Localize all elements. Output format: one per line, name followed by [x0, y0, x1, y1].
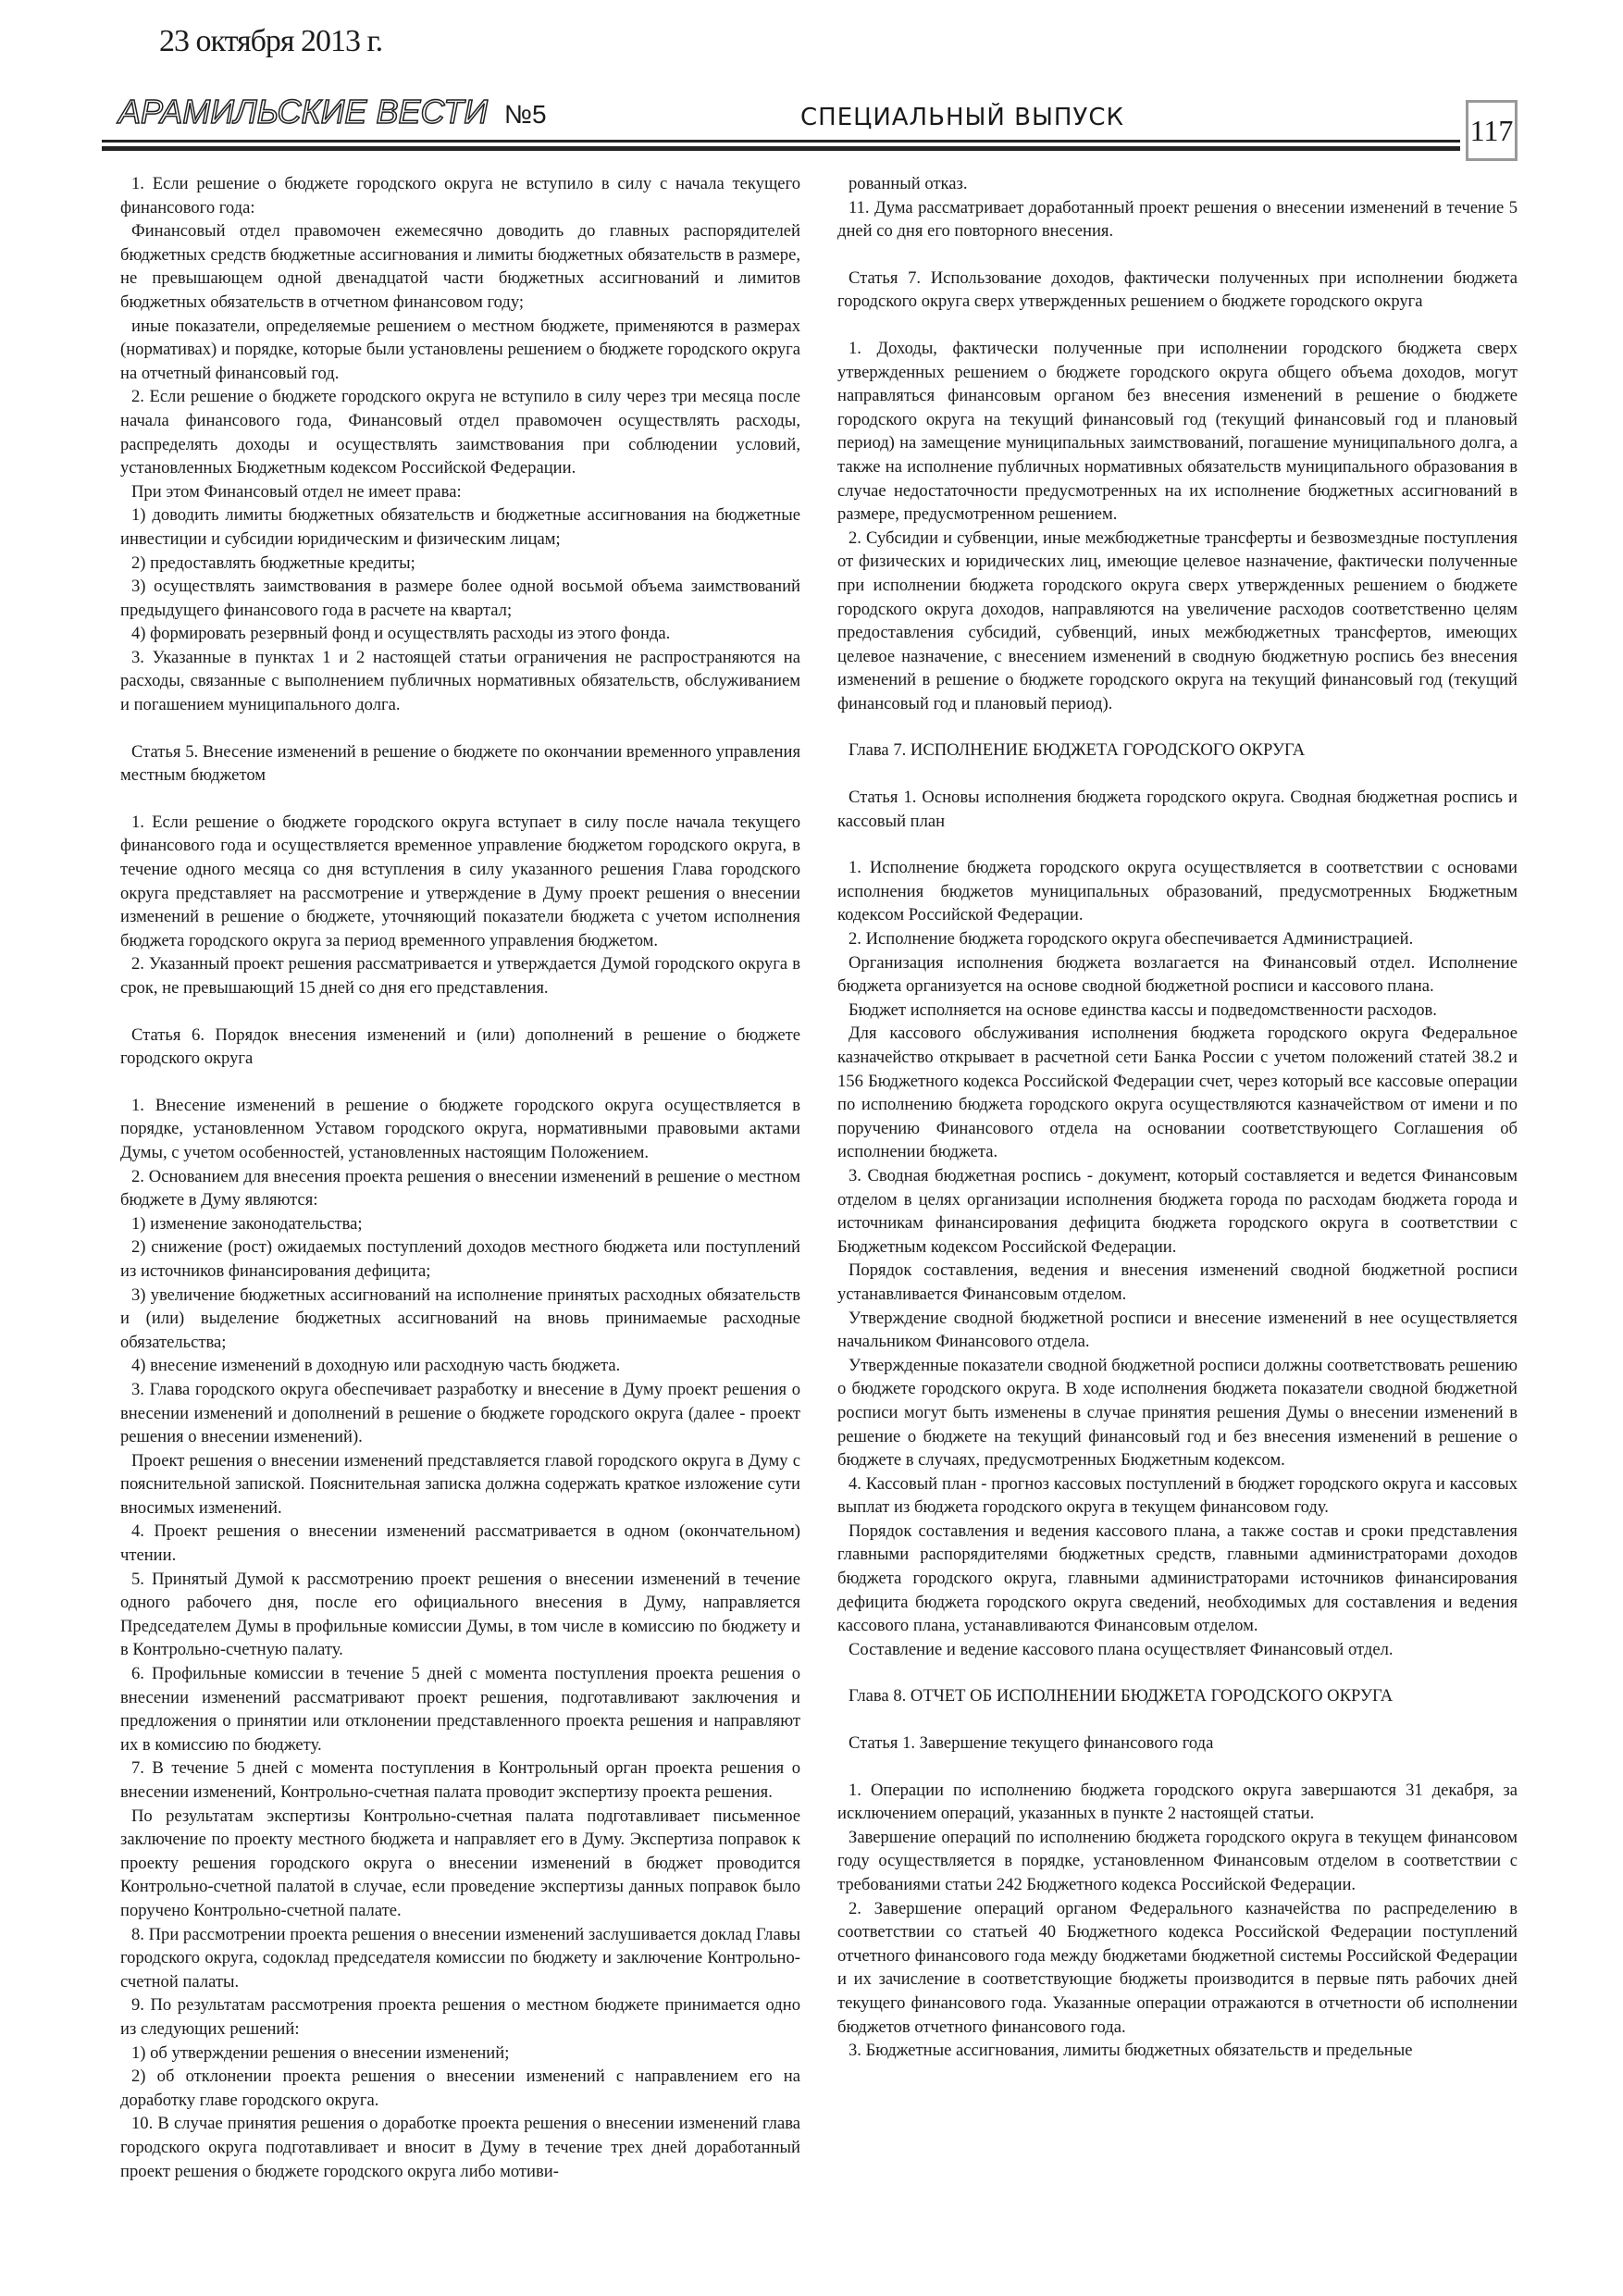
article-heading: Статья 1. Основы исполнения бюджета городского округа. Сводная бюджетная роспись и кассовый план	[837, 788, 1518, 831]
paragraph: Составление и ведение кассового плана осуществляет Финансовый отдел.	[849, 1639, 1394, 1659]
page-number: 117	[1466, 100, 1518, 161]
newspaper-logo: АРАМИЛЬСКИЕ ВЕСТИ	[118, 93, 489, 130]
paragraph: 2. Завершение операций органом Федерального казначейства по распределению в соответствии со статьей 40 Бюджетного кодекса Российской Федерации поступлений отчетного финансового года между бюджетами бюджетной системы Российской Федерации и их зачисление в соответствующие бюджеты производится в первые пять рабочих дней текущего финансового года. Указанные операции отражаются в отчетности об исполнении бюджетов отчетного финансового года.	[837, 1898, 1518, 2037]
paragraph: 3. Сводная бюджетная роспись - документ, который составляется и ведется Финансовым отделом в целях организации исполнения бюджета города по расходам бюджета города и источникам финансирования дефицита бюджета городского округа в соответствии с Бюджетным кодексом Российской Федерации.	[837, 1165, 1518, 1257]
paragraph: 1) об утверждении решения о внесении изменений;	[131, 2042, 510, 2063]
paragraph: 2. Субсидии и субвенции, иные межбюджетные трансферты и безвозмездные поступления от физических и юридических лиц, имеющие целевое назначение, фактически полученные при исполнении бюджета городского округа сверх утвержденных решением о бюджете городского округа доходов, направляются на увеличение расходов соответственно целям предоставления субсидий, субвенций, иных межбюджетных трансфертов, имеющих целевое назначение, с внесением изменений в сводную бюджетную роспись без внесения изменений в решение о бюджете городского округа на текущий финансовый год (текущий финансовый год и плановый период).	[837, 527, 1518, 714]
paragraph: 11. Дума рассматривает доработанный проект решения о внесении изменений в течение 5 дней со дня его повторного внесения.	[837, 197, 1518, 242]
paragraph: рованный отказ.	[849, 174, 968, 193]
issue-date: 23 октября 2013 г.	[159, 24, 383, 58]
paragraph: 3. Указанные в пунктах 1 и 2 настоящей статьи ограничения не распространяются на расходы, связанные с выполнением публичных нормативных обязательств, обслуживанием и погашением муниципального долга.	[120, 647, 800, 715]
article-heading: Статья 7. Использование доходов, фактически полученных при исполнении бюджета городского округа сверх утвержденных решением о бюджете городского округа	[837, 267, 1518, 312]
paragraph: Утверждение сводной бюджетной росписи и внесение изменений в нее осуществляется начальником Финансового отдела.	[837, 1308, 1518, 1352]
article-heading: Глава 7. ИСПОЛНЕНИЕ БЮДЖЕТА ГОРОДСКОГО ОКРУГА	[849, 740, 1306, 761]
paragraph: 4. Кассовый план - прогноз кассовых поступлений в бюджет городского округа и кассовых выплат из бюджета городского округа в текущем финансовом году.	[837, 1473, 1518, 1518]
paragraph: 1. Доходы, фактически полученные при исполнении городского бюджета сверх утвержденных решением о бюджете городского округа общего объема доходов, могут направляться финансовым органом без внесения изменений в решение о бюджете городского округа на текущий финансовый год (текущий финансовый год и плановый период) на замещение муниципальных заимствований, погашение муниципального долга, а также на исполнение публичных нормативных обязательств муниципального образования в случае недостаточности предусмотренных на их исполнение бюджетных ассигнований в размере, предусмотренном решением.	[837, 338, 1518, 525]
paragraph: Финансовый отдел правомочен ежемесячно доводить до главных распорядителей бюджетных средств бюджетные ассигнования и лимиты бюджетных обязательств в размере, не превышающем одной двенадцатой части бюджетных ассигнований и лимитов бюджетных обязательств в отчетном финансовом году;	[120, 221, 800, 312]
paragraph: 1. Если решение о бюджете городского округа вступает в силу после начала текущего финансового года и осуществляется временное управление бюджетом городского округа, в течение одного месяца со дня вступления в силу указанного решения Глава городского округа представляет на рассмотрение и утверждение в Думу проект решения о внесении изменений в решение о бюджете, уточняющий показатели бюджета с учетом исполнения бюджета городского округа за период временного управления бюджетом.	[120, 812, 800, 950]
paragraph: 3) осуществлять заимствования в размере более одной восьмой объема заимствований предыдущего финансового года в расчете на квартал;	[120, 577, 800, 620]
paragraph: Бюджет исполняется на основе единства кассы и подведомственности расходов.	[849, 999, 1437, 1020]
paragraph: 2. Если решение о бюджете городского округа не вступило в силу через три месяца после начала финансового года, Финансовый отдел правомочен осуществлять расходы, распределять доходы и осуществлять заимствования при соблюдении условий, установленных Бюджетным кодексом Российской Федерации.	[120, 387, 800, 478]
paragraph: 2. Исполнение бюджета городского округа обеспечивается Администрацией.	[849, 929, 1414, 949]
right-column	[837, 172, 1518, 2063]
paragraph: 1. Исполнение бюджета городского округа осуществляется в соответствии с основами исполнения бюджетов муниципальных образований, предусмотренных Бюджетным кодексом Российской Федерации.	[837, 858, 1518, 925]
paragraph: Порядок составления, ведения и внесения изменений сводной бюджетной росписи устанавливается Финансовым отделом.	[837, 1260, 1518, 1304]
article-heading: Статья 5. Внесение изменений в решение о бюджете по окончании временного управления местным бюджетом	[120, 741, 800, 786]
paragraph: 8. При рассмотрении проекта решения о внесении изменений заслушивается доклад Главы городского округа, содоклад председателя комиссии по бюджету и заключение Контрольно-счетной палаты.	[120, 1924, 800, 1992]
paragraph: 6. Профильные комиссии в течение 5 дней с момента поступления проекта решения о внесении изменений рассматривают проект решения, подготавливают заключения и предложения о принятии или отклонении представленного проекта решения и направляют их в комиссию по бюджету.	[120, 1664, 800, 1755]
article-heading: Статья 1. Завершение текущего финансового года	[849, 1733, 1214, 1754]
masthead	[118, 93, 547, 131]
paragraph: По результатам экспертизы Контрольно-счетная палата подготавливает письменное заключение по проекту местного бюджета и направляет его в Думу. Экспертиза поправок к проекту решения городского округа о внесении изменений в бюджет проводится Контрольно-счетной палатой в случае, если проведение экспертизы данных поправок было поручено Контрольно-счетной палате.	[120, 1806, 800, 1920]
paragraph: Проект решения о внесении изменений представляется главой городского округа в Думу с пояснительной запиской. Пояснительная записка должна содержать краткое изложение сути вносимых изменений.	[120, 1450, 800, 1518]
left-column	[120, 172, 800, 2183]
paragraph: Порядок составления и ведения кассового плана, а также состав и сроки представления главными распорядителями бюджетных средств, главными администраторами доходов бюджета городского округа, главными администраторами источников финансирования дефицита бюджета городского округа сведений, необходимых для составления и ведения кассового плана, устанавливаются Финансовым отделом.	[837, 1520, 1518, 1636]
paragraph: 1. Если решение о бюджете городского округа не вступило в силу с начала текущего финансового года:	[120, 174, 800, 217]
issue-number: №5	[504, 100, 547, 129]
paragraph: 4) формировать резервный фонд и осуществлять расходы из этого фонда.	[131, 624, 671, 644]
paragraph: 3. Бюджетные ассигнования, лимиты бюджетных обязательств и предельные	[849, 2041, 1413, 2061]
paragraph: 1. Внесение изменений в решение о бюджете городского округа осуществляется в порядке, установленном Уставом городского округа, нормативными правовыми актами Думы, с учетом особенностей, установленных настоящим Положением.	[120, 1095, 800, 1162]
paragraph: 4. Проект решения о внесении изменений рассматривается в одном (окончательном) чтении.	[120, 1521, 800, 1566]
paragraph: 2) предоставлять бюджетные кредиты;	[131, 552, 415, 573]
paragraph: 7. В течение 5 дней с момента поступления в Контрольный орган проекта решения о внесении изменений, Контрольно-счетная палата проводит экспертизу проекта решения.	[120, 1758, 800, 1802]
paragraph: Завершение операций по исполнению бюджета городского округа в текущем финансовом году осуществляется в порядке, установленном Финансовым отделом в соответствии с требованиями статьи 242 Бюджетного кодекса Российской Федерации.	[837, 1827, 1518, 1894]
paragraph: 9. По результатам рассмотрения проекта решения о местном бюджете принимается одно из следующих решений:	[120, 1995, 800, 2039]
paragraph: Для кассового обслуживания исполнения бюджета городского округа Федеральное казначейство открывает в расчетной сети Банка России с учетом положений статей 38.2 и 156 Бюджетного кодекса Российской Федерации счет, через который все кассовые операции по исполнению бюджета городского округа осуществляются казначейством от имени и по поручению Финансового отдела на основании соответствующего Соглашения об исполнении бюджета.	[837, 1024, 1518, 1162]
paragraph: 2) об отклонении проекта решения о внесении изменений с направлением его на доработку главе городского округа.	[120, 2066, 800, 2110]
paragraph: 1. Операции по исполнению бюджета городского округа завершаются 31 декабря, за исключением операций, указанных в пункте 2 настоящей статьи.	[837, 1780, 1518, 1824]
article-heading: Глава 8. ОТЧЕТ ОБ ИСПОЛНЕНИИ БЮДЖЕТА ГОРОДСКОГО ОКРУГА	[849, 1686, 1394, 1706]
paragraph: 3. Глава городского округа обеспечивает разработку и внесение в Думу проект решения о внесении изменений и дополнений в решение о бюджете городского округа (далее - проект решения о внесении изменений).	[120, 1379, 800, 1447]
paragraph: Утвержденные показатели сводной бюджетной росписи должны соответствовать решению о бюджете городского округа. В ходе исполнения бюджета показатели сводной бюджетной росписи могут быть изменены в случае принятия решения Думы о внесении изменений в решение о бюджете на текущий финансовый год и без внесения изменений в решение о бюджете в случаях, предусмотренных Бюджетным кодексом.	[837, 1355, 1518, 1471]
paragraph: 1) изменение законодательства;	[131, 1213, 363, 1234]
paragraph: 4) внесение изменений в доходную или расходную часть бюджета.	[131, 1356, 621, 1376]
paragraph: 2) снижение (рост) ожидаемых поступлений доходов местного бюджета или поступлений из источников финансирования дефицита;	[120, 1237, 800, 1281]
section-title: СПЕЦИАЛЬНЫЙ ВЫПУСК	[800, 104, 1124, 131]
paragraph: 2. Основанием для внесения проекта решения о внесении изменений в решение о местном бюджете в Думу являются:	[120, 1166, 800, 1210]
paragraph: 3) увеличение бюджетных ассигнований на исполнение принятых расходных обязательств и (или) выделение бюджетных ассигнований на вновь принимаемые расходные обязательства;	[120, 1285, 800, 1352]
header-rule	[102, 146, 1460, 151]
paragraph: иные показатели, определяемые решением о местном бюджете, применяются в размерах (нормативах) и порядке, которые были установлены решением о бюджете городского округа на отчетный финансовый год.	[120, 316, 800, 383]
paragraph: 1) доводить лимиты бюджетных обязательств и бюджетные ассигнования на бюджетные инвестиции и субсидии юридическим и физическим лицам;	[120, 505, 800, 549]
header-rule	[102, 140, 1460, 143]
paragraph: 2. Указанный проект решения рассматривается и утверждается Думой городского округа в срок, не превышающий 15 дней со дня его представления.	[120, 954, 800, 998]
paragraph: 5. Принятый Думой к рассмотрению проект решения о внесении изменений в течение одного рабочего дня, после его официального внесения в Думу, направляется Председателем Думы в профильные комиссии Думы, в том числе в комиссию по бюджету и в Контрольно-счетную палату.	[120, 1569, 800, 1660]
paragraph: Организация исполнения бюджета возлагается на Финансовый отдел. Исполнение бюджета организуется на основе сводной бюджетной росписи и кассового плана.	[837, 952, 1518, 997]
paragraph: При этом Финансовый отдел не имеет права:	[131, 481, 462, 502]
article-heading: Статья 6. Порядок внесения изменений и (или) дополнений в решение о бюджете городского округа	[120, 1024, 800, 1069]
paragraph: 10. В случае принятия решения о доработке проекта решения о внесении изменений глава городского округа подготавливает и вносит в Думу в течение трех дней доработанный проект решения о бюджете городского округа либо мотиви-	[120, 2114, 800, 2181]
